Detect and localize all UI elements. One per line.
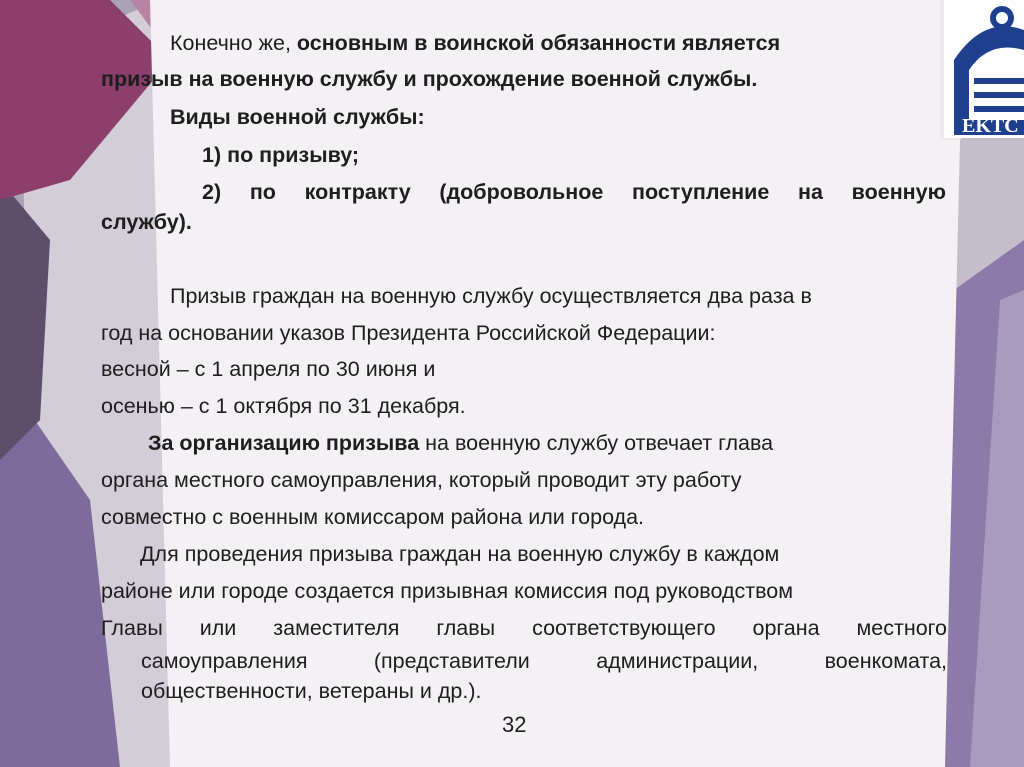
types-item1: 1) по призыву;: [202, 143, 360, 167]
types-item2-line2: службу).: [101, 210, 192, 234]
paragraph1-line2: призыв на военную службу и прохождение военной службы.: [101, 67, 758, 91]
conscription-line1: Призыв граждан на военную службу осуществляется два раза в: [170, 284, 812, 308]
logo-text: EKTC: [962, 115, 1019, 137]
commission-line1: Для проведения призыва граждан на военную службу в каждом: [140, 542, 780, 566]
paragraph1-intro: Конечно же,: [170, 31, 297, 55]
paragraph1-bold: основным в воинской обязанности является: [296, 31, 781, 55]
organization-line3: совместно с военным комиссаром района или города.: [101, 505, 645, 529]
conscription-line2: год на основании указов Президента Российской Федерации:: [101, 321, 716, 345]
organization-bold: За организацию призыва: [148, 431, 420, 455]
conscription-spring: весной – с 1 апреля по 30 июня и: [101, 357, 436, 381]
types-item2-line1: 2) по контракту (добровольное поступление на военную: [202, 180, 946, 204]
commission-line5: общественности, ветераны и др.).: [141, 679, 482, 703]
commission-line4: самоуправления (представители администрации, военкомата,: [141, 649, 947, 673]
organization-rest: на военную службу отвечает глава: [419, 431, 774, 455]
commission-line3: Главы или заместителя главы соответствующего органа местного: [101, 616, 947, 640]
page-number: 32: [502, 712, 527, 737]
organization-line2: органа местного самоуправления, который проводит эту работу: [101, 468, 742, 492]
paragraph1-line1: [170, 30, 780, 56]
types-heading: Виды военной службы:: [170, 105, 425, 129]
organization-line1: [148, 430, 773, 456]
commission-line2: районе или городе создается призывная комиссия под руководством: [101, 579, 794, 603]
conscription-autumn: осенью – с 1 октября по 31 декабря.: [101, 394, 466, 418]
